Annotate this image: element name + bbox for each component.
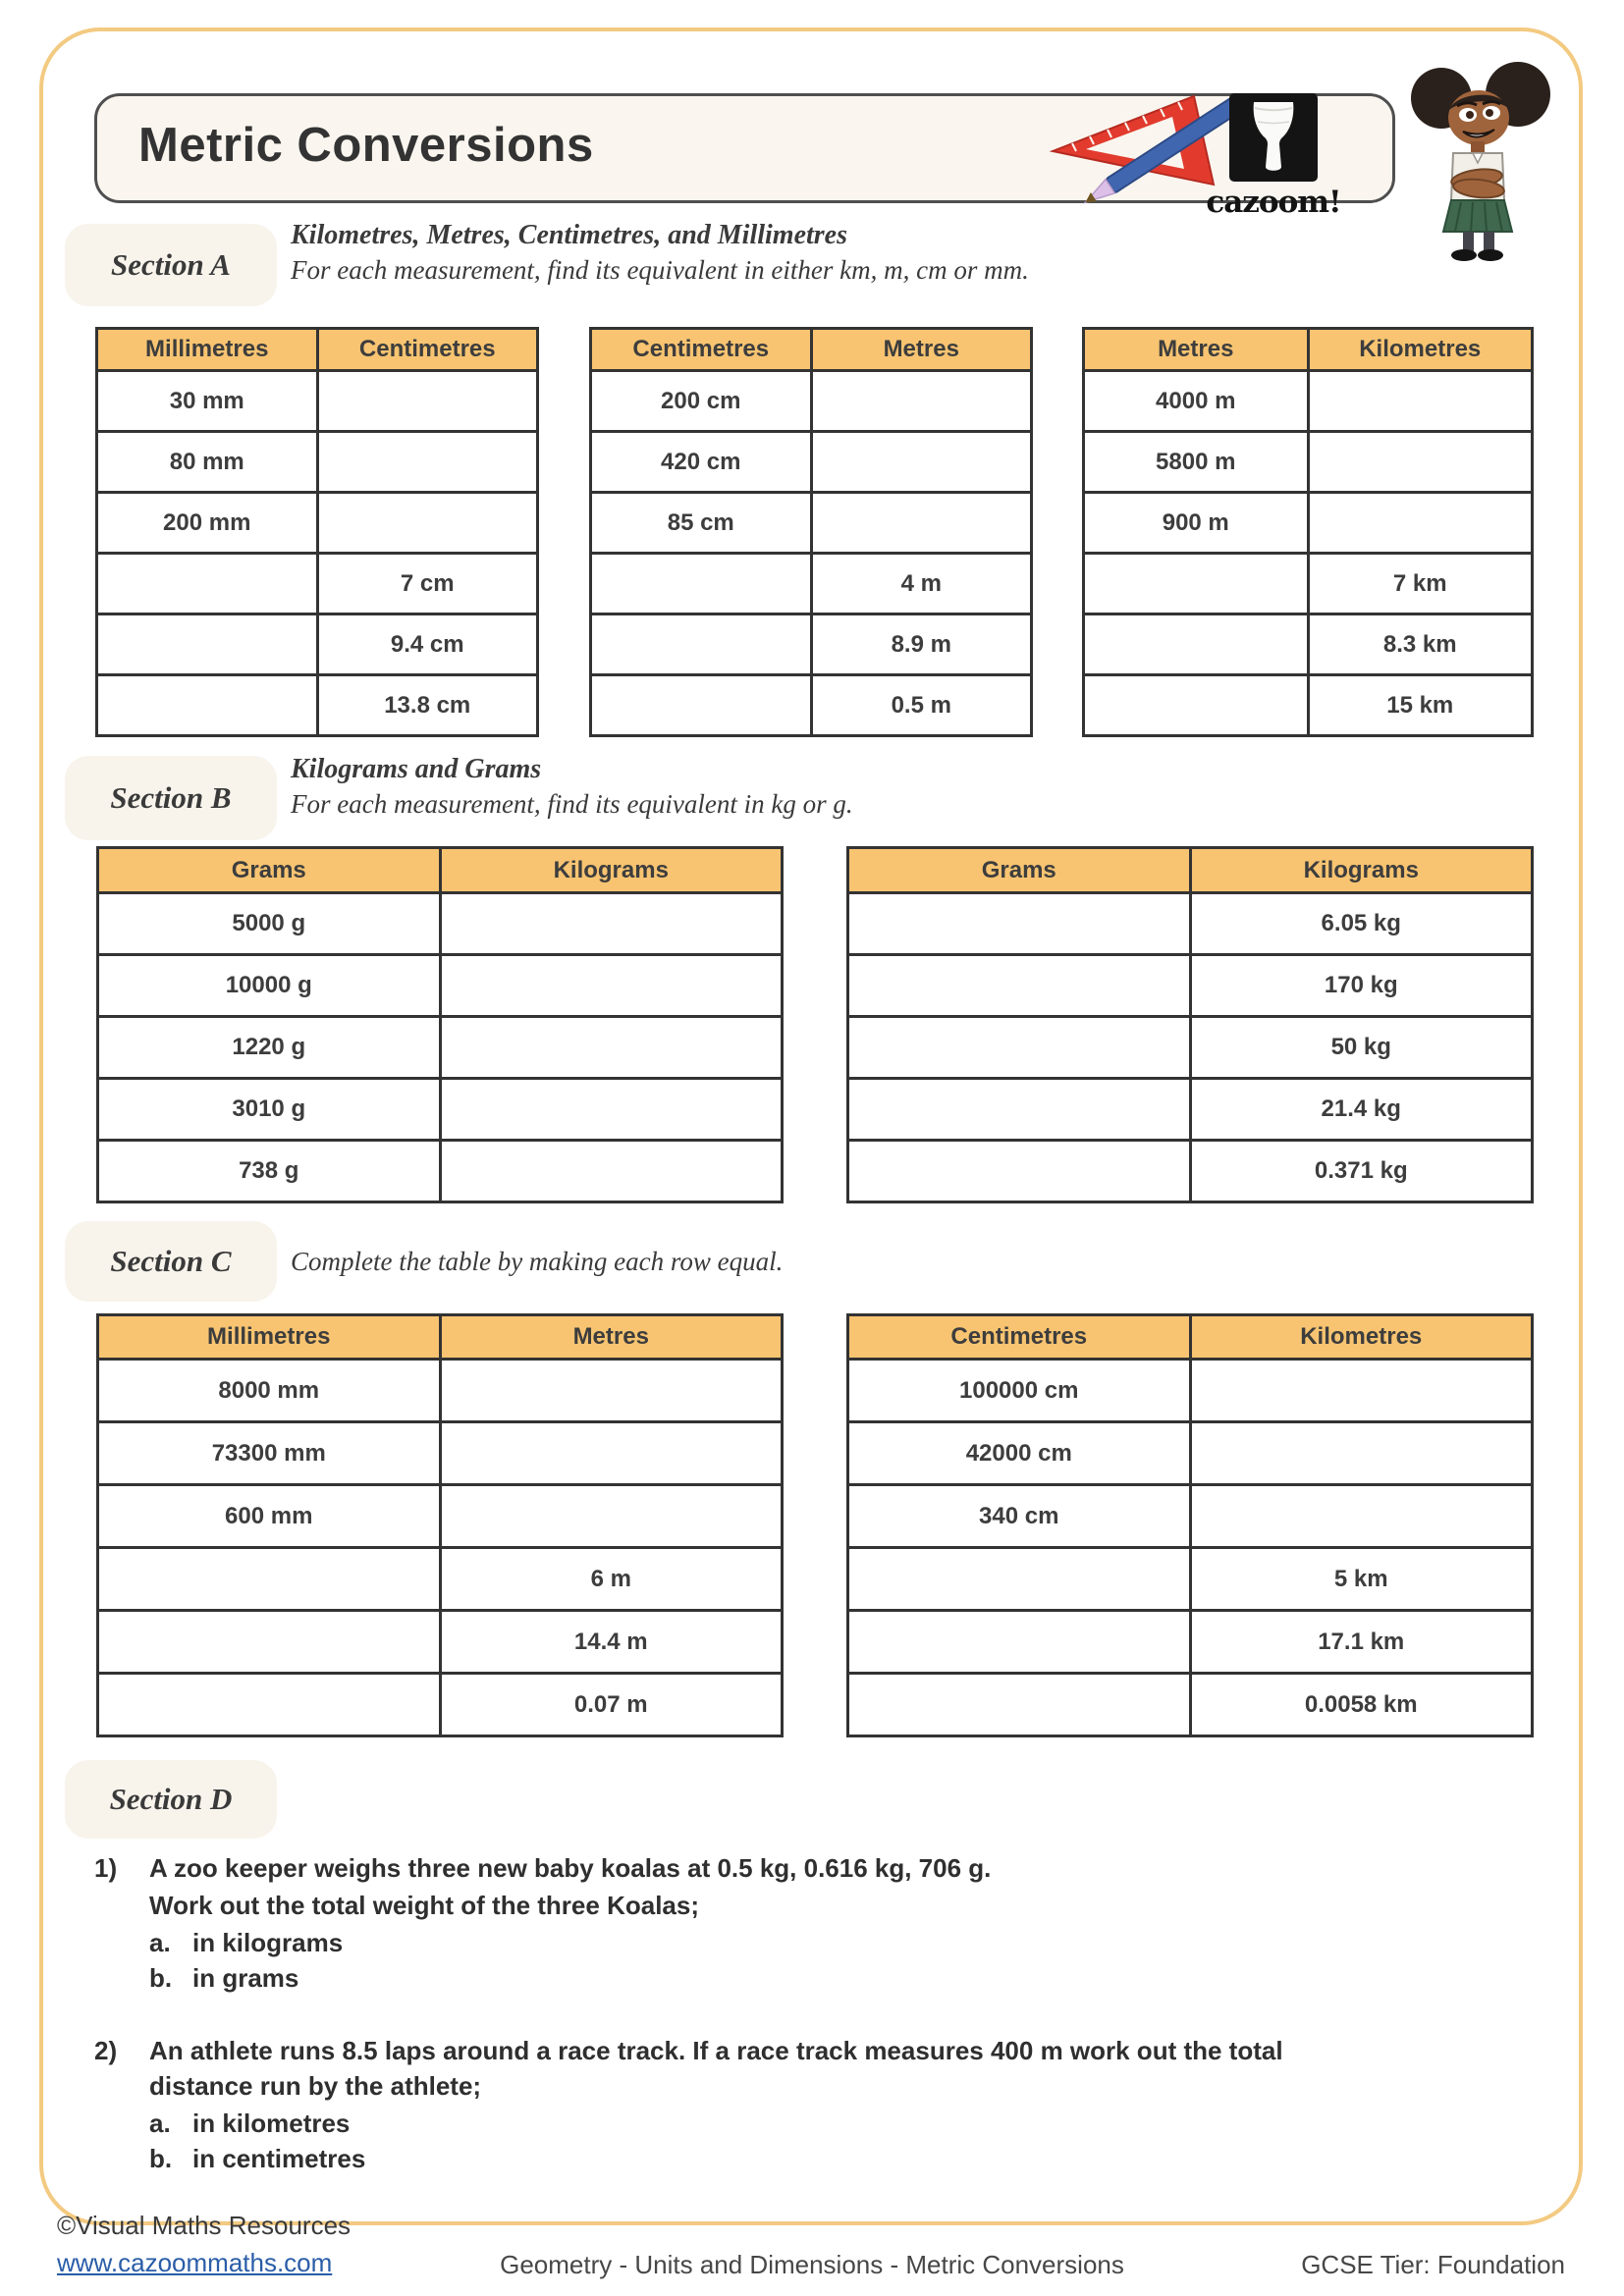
value-cell: 73300 mm — [211, 1439, 326, 1467]
value-cell: 4000 m — [1156, 387, 1236, 414]
value-cell: 0.07 m — [439, 1675, 782, 1735]
table-header-row — [98, 330, 536, 369]
cazoom-drum-icon — [1228, 92, 1319, 183]
column-header: Centimetres — [950, 1323, 1088, 1350]
value-cell: 900 m — [1162, 508, 1229, 536]
value-cell: 10000 g — [225, 972, 312, 998]
value-cell: 0.0058 km — [1189, 1675, 1532, 1735]
table-header-row — [849, 849, 1531, 891]
table-row — [99, 891, 781, 953]
value-cell: 42000 cm — [965, 1439, 1072, 1467]
value-cell: 8.9 m — [810, 615, 1031, 673]
table-row — [849, 1358, 1531, 1420]
table-metres-kilometres — [1082, 327, 1534, 737]
value-cell: 6.05 kg — [1189, 894, 1532, 953]
question-2-line-2: distance run by the athlete; — [149, 2071, 482, 2101]
page-title: Metric Conversions — [138, 119, 594, 172]
question-1-sub-a — [149, 1928, 343, 1958]
answer-cell — [1085, 615, 1307, 673]
table-row — [849, 1609, 1531, 1672]
section-d-label: Section D — [65, 1760, 277, 1839]
student-character-illustration — [1406, 59, 1555, 268]
value-cell: 4 m — [810, 555, 1031, 613]
table-row — [1085, 552, 1531, 613]
section-b-title: Kilograms and Grams — [291, 754, 542, 784]
table-row — [592, 552, 1030, 613]
value-cell: 100000 cm — [959, 1376, 1079, 1404]
section-c-instruction: Complete the table by making each row equal. — [291, 1247, 784, 1276]
table-millimetres-metres — [96, 1313, 784, 1737]
answer-cell — [439, 1018, 782, 1077]
table-row — [849, 1139, 1531, 1201]
column-header: Centimetres — [316, 330, 537, 369]
table-row — [99, 1546, 781, 1609]
answer-cell — [98, 676, 316, 734]
value-cell: 7 km — [1307, 555, 1532, 613]
value-cell: 7 cm — [316, 555, 537, 613]
value-cell: 8.3 km — [1307, 615, 1532, 673]
table-row — [98, 369, 536, 430]
answer-cell — [592, 555, 810, 613]
question-1-sub-b — [149, 1963, 298, 1994]
header-box — [94, 93, 1395, 220]
table-row — [592, 369, 1030, 430]
column-header: Centimetres — [632, 336, 770, 362]
sub-text: in kilometres — [192, 2109, 351, 2138]
value-cell: 0.371 kg — [1189, 1142, 1532, 1201]
question-2-number: 2) — [94, 2036, 118, 2065]
table-row — [98, 430, 536, 491]
answer-cell — [99, 1612, 439, 1672]
table-row — [1085, 491, 1531, 552]
sub-text: in centimetres — [192, 2144, 366, 2173]
question-2-line-1: An athlete runs 8.5 laps around a race track. If a race track measures 400 m work out the total — [149, 2036, 1283, 2065]
column-header: Metres — [810, 330, 1031, 369]
table-row — [849, 1546, 1531, 1609]
value-cell: 13.8 cm — [316, 676, 537, 734]
table-row — [99, 1672, 781, 1735]
answer-cell — [1307, 372, 1532, 430]
answer-cell — [1085, 555, 1307, 613]
table-row — [849, 1015, 1531, 1077]
answer-cell — [316, 494, 537, 552]
table-row — [592, 613, 1030, 673]
answer-cell — [810, 494, 1031, 552]
table-row — [1085, 430, 1531, 491]
column-header: Metres — [439, 1316, 782, 1358]
answer-cell — [316, 433, 537, 491]
column-header: Grams — [231, 856, 306, 883]
answer-cell — [849, 1549, 1189, 1609]
table-header-row — [1085, 330, 1531, 369]
column-header: Millimetres — [207, 1323, 331, 1350]
footer-copyright: ©Visual Maths Resources — [57, 2211, 352, 2240]
sub-text: in grams — [192, 1963, 299, 1993]
answer-cell — [1189, 1361, 1532, 1420]
answer-cell — [439, 894, 782, 953]
table-row — [849, 1420, 1531, 1483]
answer-cell — [849, 894, 1189, 953]
table-row — [99, 1609, 781, 1672]
section-c-label: Section C — [65, 1221, 277, 1302]
table-centimetres-kilometres — [846, 1313, 1534, 1737]
value-cell: 14.4 m — [439, 1612, 782, 1672]
table-header-row — [99, 1316, 781, 1358]
table-row — [849, 1483, 1531, 1546]
answer-cell — [98, 555, 316, 613]
answer-cell — [1307, 494, 1532, 552]
question-1-line-2: Work out the total weight of the three Koalas; — [149, 1891, 699, 1920]
column-header: Grams — [981, 856, 1056, 883]
sub-label: a. — [149, 1928, 171, 1957]
table-row — [98, 613, 536, 673]
answer-cell — [439, 1423, 782, 1483]
table-row — [849, 891, 1531, 953]
sub-label: b. — [149, 1963, 173, 1993]
value-cell: 80 mm — [169, 448, 244, 475]
table-row — [849, 953, 1531, 1015]
table-row — [99, 1358, 781, 1420]
value-cell: 50 kg — [1189, 1018, 1532, 1077]
value-cell: 5800 m — [1156, 448, 1236, 475]
cazoom-logo-text: cazoom! — [1206, 185, 1341, 220]
table-row — [98, 673, 536, 734]
value-cell: 600 mm — [225, 1502, 313, 1529]
table-row — [99, 1483, 781, 1546]
table-row — [1085, 673, 1531, 734]
answer-cell — [849, 1675, 1189, 1735]
answer-cell — [439, 1142, 782, 1201]
value-cell: 30 mm — [169, 387, 244, 414]
answer-cell — [1189, 1486, 1532, 1546]
column-header: Metres — [1158, 336, 1234, 362]
value-cell: 340 cm — [979, 1502, 1059, 1529]
question-1-line-1: A zoo keeper weighs three new baby koalas at 0.5 kg, 0.616 kg, 706 g. — [149, 1853, 992, 1883]
footer-tier: GCSE Tier: Foundation — [1301, 2250, 1565, 2279]
answer-cell — [849, 956, 1189, 1015]
cazoom-logo — [1205, 92, 1342, 220]
table-row — [98, 491, 536, 552]
value-cell: 6 m — [439, 1549, 782, 1609]
column-header: Millimetres — [145, 336, 269, 362]
section-a-subtitle: For each measurement, find its equivalent in either km, m, cm or mm. — [291, 255, 1029, 285]
value-cell: 200 cm — [661, 387, 741, 414]
answer-cell — [316, 372, 537, 430]
question-1-number: 1) — [94, 1853, 118, 1883]
answer-cell — [439, 1080, 782, 1139]
value-cell: 170 kg — [1189, 956, 1532, 1015]
answer-cell — [99, 1549, 439, 1609]
table-row — [99, 1420, 781, 1483]
value-cell: 1220 g — [232, 1034, 306, 1060]
answer-cell — [99, 1675, 439, 1735]
value-cell: 21.4 kg — [1189, 1080, 1532, 1139]
answer-cell — [592, 615, 810, 673]
table-row — [99, 1139, 781, 1201]
answer-cell — [1085, 676, 1307, 734]
answer-cell — [849, 1612, 1189, 1672]
answer-cell — [439, 1486, 782, 1546]
table-header-row — [849, 1316, 1531, 1358]
section-b-subtitle: For each measurement, find its equivalent in kg or g. — [291, 789, 853, 819]
answer-cell — [439, 956, 782, 1015]
sub-label: a. — [149, 2109, 171, 2138]
question-2-sub-b — [149, 2144, 365, 2174]
table-row — [98, 552, 536, 613]
value-cell: 9.4 cm — [316, 615, 537, 673]
table-row — [592, 673, 1030, 734]
value-cell: 0.5 m — [810, 676, 1031, 734]
table-millimetres-centimetres — [95, 327, 539, 737]
answer-cell — [810, 372, 1031, 430]
value-cell: 3010 g — [232, 1095, 306, 1122]
table-header-row — [592, 330, 1030, 369]
table-row — [99, 1015, 781, 1077]
value-cell: 8000 mm — [218, 1376, 320, 1404]
footer-website-link[interactable]: www.cazoommaths.com — [57, 2248, 333, 2277]
table-row — [99, 953, 781, 1015]
footer-topic: Geometry - Units and Dimensions - Metric Conversions — [500, 2250, 1124, 2279]
value-cell: 738 g — [239, 1157, 299, 1184]
answer-cell — [1307, 433, 1532, 491]
table-centimetres-metres — [589, 327, 1033, 737]
column-header: Kilograms — [439, 849, 782, 891]
table-grams-kilograms-left — [96, 846, 784, 1203]
value-cell: 15 km — [1307, 676, 1532, 734]
answer-cell — [810, 433, 1031, 491]
table-row — [849, 1672, 1531, 1735]
table-row — [1085, 369, 1531, 430]
answer-cell — [592, 676, 810, 734]
section-b-label: Section B — [65, 756, 277, 840]
table-row — [849, 1077, 1531, 1139]
answer-cell — [98, 615, 316, 673]
section-a-label: Section A — [65, 224, 277, 306]
value-cell: 17.1 km — [1189, 1612, 1532, 1672]
table-row — [592, 491, 1030, 552]
value-cell: 5 km — [1189, 1549, 1532, 1609]
table-grams-kilograms-right — [846, 846, 1534, 1203]
value-cell: 85 cm — [667, 508, 734, 536]
answer-cell — [849, 1142, 1189, 1201]
table-row — [592, 430, 1030, 491]
column-header: Kilometres — [1189, 1316, 1532, 1358]
table-header-row — [99, 849, 781, 891]
value-cell: 420 cm — [661, 448, 741, 475]
value-cell: 5000 g — [232, 910, 306, 936]
answer-cell — [439, 1361, 782, 1420]
answer-cell — [849, 1018, 1189, 1077]
answer-cell — [1189, 1423, 1532, 1483]
column-header: Kilometres — [1307, 330, 1532, 369]
table-row — [99, 1077, 781, 1139]
section-a-title: Kilometres, Metres, Centimetres, and Millimetres — [291, 220, 847, 250]
sub-text: in kilograms — [192, 1928, 344, 1957]
column-header: Kilograms — [1189, 849, 1532, 891]
answer-cell — [849, 1080, 1189, 1139]
sub-label: b. — [149, 2144, 173, 2173]
value-cell: 200 mm — [163, 508, 251, 536]
table-row — [1085, 613, 1531, 673]
question-2-sub-a — [149, 2109, 350, 2139]
